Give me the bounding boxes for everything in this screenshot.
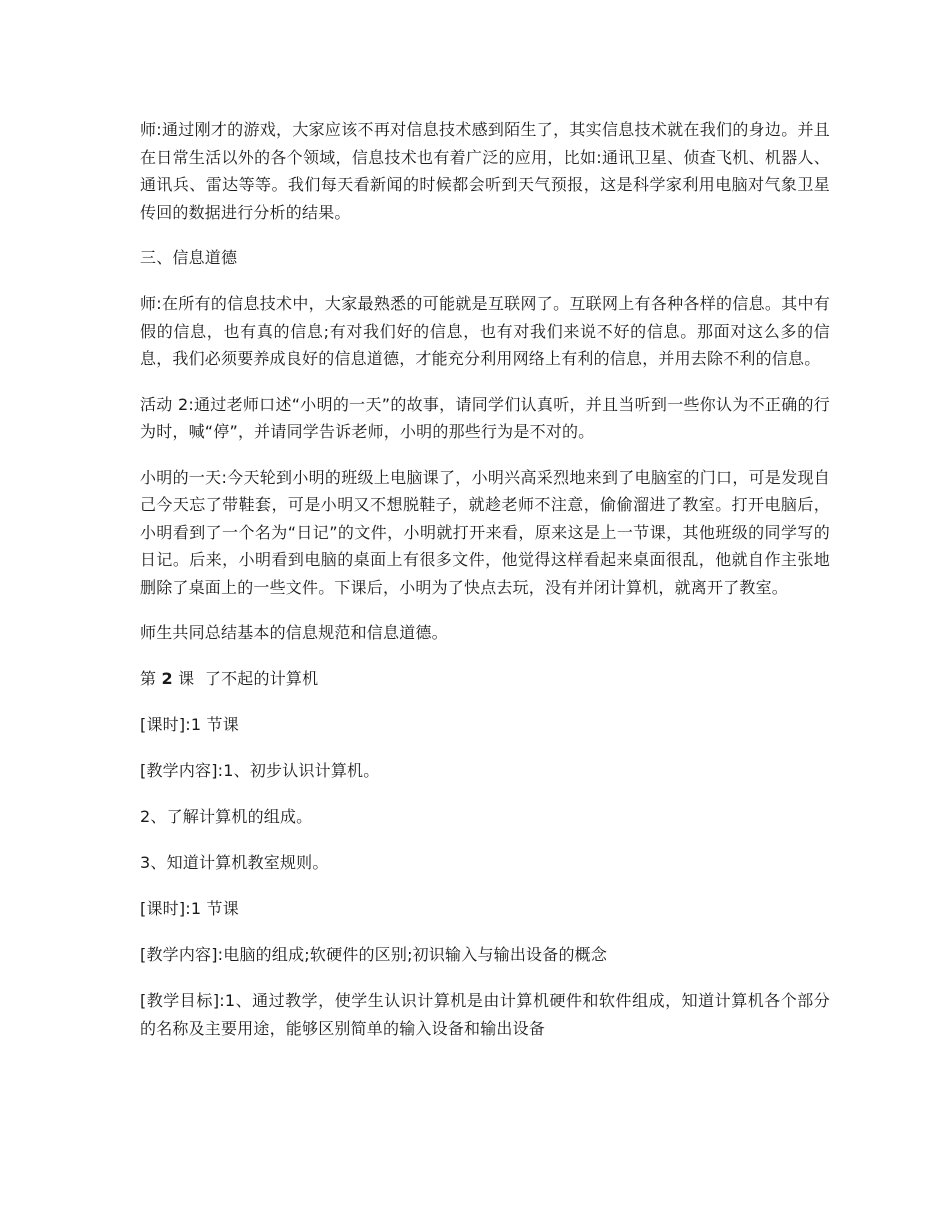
- document-page: [140, 116, 830, 1060]
- item-class-hours-2: [课时]:1 节课: [140, 899, 239, 918]
- item-teaching-content-2: [教学内容]:电脑的组成;软硬件的区别;初识输入与输出设备的概念: [140, 945, 608, 964]
- item-class-hours: [课时]:1 节课: [140, 715, 239, 734]
- paragraph-summary: 师生共同总结基本的信息规范和信息道德。: [140, 623, 448, 642]
- paragraph-internet-info: 师:在所有的信息技术中，大家最熟悉的可能就是互联网了。互联网上有各种各样的信息。其中有假的信息，也有真的信息;有对我们好的信息，也有对我们来说不好的信息。那面对这么多的信息，我们必须要养成良好的信息道德，才能充分利用网络上有利的信息，并用去除不利的信息。: [140, 294, 830, 368]
- section-heading-info-ethics: 三、信息道德: [140, 248, 238, 267]
- item-computer-components: 2、了解计算机的组成。: [140, 807, 313, 826]
- paragraph-xiaoming-story: 小明的一天:今天轮到小明的班级上电脑课了，小明兴高采烈地来到了电脑室的门口，可是发现自己今天忘了带鞋套，可是小明又不想脱鞋子，就趁老师不注意，偷偷溜进了教室。打开电脑后，小明看到了一个名为“日记”的文件，小明就打开来看，原来这是上一节课，其他班级的同学写的日记。后来，小明看到电脑的桌面上有很多文件，他觉得这样看起来桌面很乱，他就自作主张地删除了桌面上的一些文件。下课后，小明为了快点去玩，没有并闭计算机，就离开了教室。: [140, 467, 830, 597]
- paragraph-activity-2: 活动 2:通过老师口述“小明的一天”的故事，请同学们认真听，并且当听到一些你认为不正确的行为时，喊“停”，并请同学告诉老师，小明的那些行为是不对的。: [140, 394, 830, 441]
- lesson-heading-number: 2: [161, 669, 173, 688]
- item-classroom-rules: 3、知道计算机教室规则。: [140, 853, 329, 872]
- item-teaching-content: [教学内容]:1、初步认识计算机。: [140, 761, 380, 780]
- item-teaching-objectives: [教学目标]:1、通过教学，使学生认识计算机是由计算机硬件和软件组成，知道计算机各个部分的名称及主要用途，能够区别简单的输入设备和输出设备: [140, 991, 830, 1038]
- lesson-heading-prefix: 第: [140, 669, 162, 688]
- lesson-heading-suffix: 课 了不起的计算机: [172, 669, 319, 688]
- lesson-heading: [140, 665, 830, 693]
- paragraph-info-tech-intro: 师:通过刚才的游戏，大家应该不再对信息技术感到陌生了，其实信息技术就在我们的身边。并且在日常生活以外的各个领域，信息技术也有着广泛的应用，比如:通讯卫星、侦查飞机、机器人、通讯兵、雷达等等。我们每天看新闻的时候都会听到天气预报，这是科学家利用电脑对气象卫星传回的数据进行分析的结果。: [140, 120, 830, 222]
